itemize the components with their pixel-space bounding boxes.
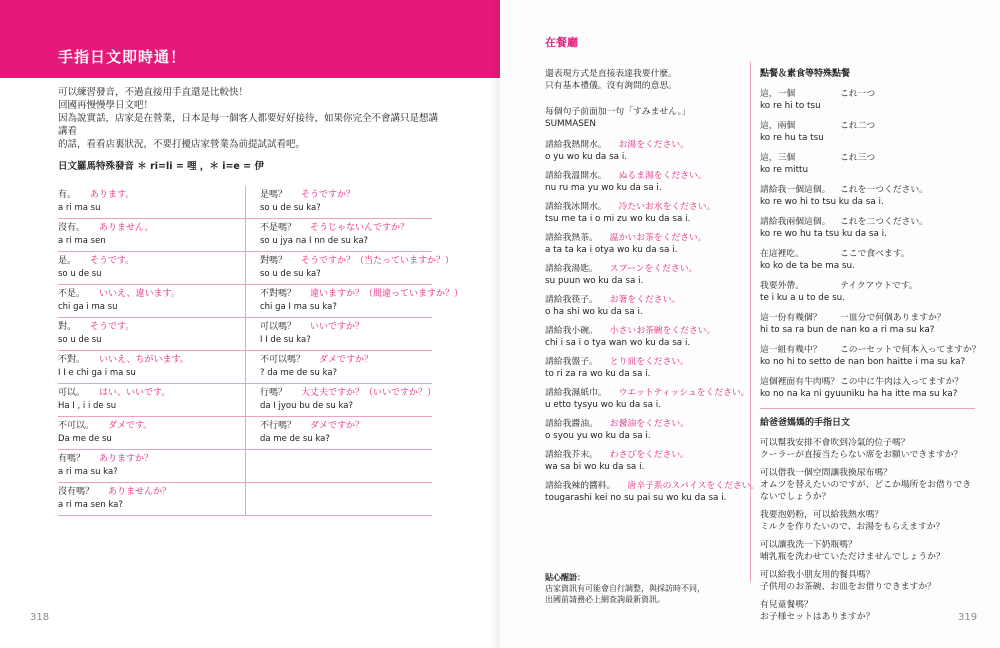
order-chinese: 這，兩個 bbox=[760, 121, 796, 131]
phrase-japanese: 違いますか？（間違っていますか？） bbox=[310, 289, 464, 299]
phrase-row bbox=[58, 285, 464, 318]
romaji-rule: 日文羅馬特殊發音 ＊ ri=li = 哩 ，＊ i=e = 伊 bbox=[58, 161, 264, 172]
page-title: 手指日文即時通！ bbox=[58, 48, 187, 66]
phrase-chinese: 不對嗎？ bbox=[260, 289, 297, 299]
request-chinese: 請給我熱茶。 bbox=[545, 233, 598, 243]
phrase-japanese: あります。 bbox=[90, 190, 135, 200]
order-romaji: ko no na ka ni gyuuniku ha ha itte ma su ka? bbox=[760, 389, 958, 399]
order-item bbox=[760, 312, 975, 336]
parent-phrase-japanese: オムツを替えたいのですが、どこか場所をお借りできないでしょうか？ bbox=[760, 480, 972, 502]
request-romaji: wa sa bi wo ku da sa i. bbox=[545, 462, 645, 472]
phrase-chinese: 沒有。 bbox=[58, 223, 86, 233]
phrase-chinese: 有嗎？ bbox=[58, 454, 86, 464]
request-chinese: 請給我筷子。 bbox=[545, 295, 598, 305]
order-line bbox=[760, 312, 975, 324]
phrase-chinese: 不可以嗎？ bbox=[260, 355, 306, 365]
phrase-japanese: そうですか？（当たっていますか？） bbox=[301, 256, 455, 266]
request-item bbox=[545, 170, 745, 194]
phrase-japanese: ありませんか？ bbox=[108, 487, 172, 497]
request-chinese: 請給我盤子。 bbox=[545, 357, 598, 367]
request-romaji: u etto tysyu wo ku da sa i. bbox=[545, 400, 662, 410]
phrase-japanese: いいえ、ちがいます。 bbox=[99, 355, 189, 365]
order-line bbox=[760, 344, 981, 356]
order-japanese: これ一つ bbox=[840, 89, 876, 99]
order-item bbox=[760, 280, 975, 304]
request-item bbox=[545, 480, 760, 504]
request-item bbox=[545, 356, 745, 380]
request-japanese: お湯をください。 bbox=[618, 140, 689, 150]
request-item bbox=[545, 232, 745, 256]
order-chinese: 這一份有幾個？ bbox=[760, 313, 822, 323]
order-chinese: 請給我一個這個。 bbox=[760, 185, 831, 195]
request-romaji: to ri za ra wo ku da sa i. bbox=[545, 369, 651, 379]
order-item bbox=[760, 344, 981, 368]
order-line bbox=[760, 184, 975, 196]
phrase-japanese: そうです。 bbox=[90, 322, 135, 332]
phrase-line bbox=[58, 255, 245, 268]
tip-note-line: 出國前請務必上網查詢最新資訊。 bbox=[545, 595, 665, 604]
order-item bbox=[760, 152, 975, 176]
tip-note-title: 貼心醒語： bbox=[545, 573, 585, 582]
phrase-romaji: so u de su ka? bbox=[260, 203, 321, 213]
request-romaji: tougarashi kei no su pai su wo ku da sa i. bbox=[545, 493, 727, 503]
phrase-line bbox=[58, 189, 245, 202]
order-line bbox=[760, 280, 975, 292]
parent-phrase-chinese: 可以給我小朋友用的餐具嗎？ bbox=[760, 570, 875, 580]
order-chinese: 這，三個 bbox=[760, 153, 796, 163]
page-number-left: 318 bbox=[30, 612, 50, 623]
phrase-japanese: ダメです。 bbox=[108, 421, 153, 431]
phrase-cell bbox=[245, 318, 432, 350]
phrase-romaji: chi ga I ma su ka? bbox=[260, 302, 337, 312]
phrase-cell bbox=[245, 417, 432, 449]
request-line bbox=[545, 294, 745, 306]
parent-phrase-japanese: クーラーが直接当たらない席をお願いできますか？ bbox=[760, 450, 963, 460]
phrase-chinese: 可以嗎？ bbox=[260, 322, 297, 332]
phrase-cell bbox=[245, 252, 455, 284]
phrase-cell bbox=[58, 285, 245, 317]
order-line bbox=[760, 152, 975, 164]
request-line bbox=[545, 263, 745, 275]
order-chinese: 在這裡吃。 bbox=[760, 249, 804, 259]
request-line bbox=[545, 139, 745, 151]
order-japanese: テイクアウトです。 bbox=[840, 281, 918, 291]
order-japanese: これを一つください。 bbox=[840, 185, 928, 195]
phrase-romaji: a ri ma sen ka? bbox=[58, 500, 123, 510]
order-romaji: ko ko de ta be ma su. bbox=[760, 261, 855, 271]
phrase-cell bbox=[58, 219, 245, 251]
phrase-line bbox=[58, 387, 245, 400]
request-romaji: tsu me ta i o mi zu wo ku da sa i. bbox=[545, 214, 691, 224]
parent-phrase-chinese: 可以幫我安排不會吹到冷氣的位子嗎？ bbox=[760, 438, 910, 448]
phrase-japanese: いいえ、違います。 bbox=[99, 289, 180, 299]
tip-note bbox=[545, 572, 745, 605]
request-japanese: お醤油をください。 bbox=[609, 419, 689, 429]
tip-note-line: 店家資訊有可能會自行調整，與採訪時不同， bbox=[545, 584, 705, 593]
phrase-line bbox=[260, 222, 432, 235]
order-line bbox=[760, 376, 975, 388]
phrase-chinese: 不是嗎？ bbox=[260, 223, 297, 233]
title-banner bbox=[0, 0, 500, 78]
phrase-japanese: いいですか？ bbox=[310, 322, 365, 332]
section-title: 在餐廳 bbox=[545, 36, 578, 49]
phrase-chinese: 有。 bbox=[58, 190, 77, 200]
summasen-romaji: SUMMASEN bbox=[545, 119, 596, 129]
phrase-chinese: 不是。 bbox=[58, 289, 86, 299]
phrase-romaji: so u de su bbox=[58, 269, 102, 279]
ordering-column bbox=[760, 68, 981, 629]
intro-line: 回國再慢慢學日文吧！ bbox=[58, 100, 154, 111]
parent-phrase bbox=[760, 437, 975, 461]
ordering-list bbox=[760, 88, 981, 400]
phrase-romaji: so u de su ka? bbox=[260, 269, 321, 279]
order-japanese: ここで食べます。 bbox=[840, 249, 910, 259]
request-item bbox=[545, 139, 745, 163]
request-chinese: 請給我小碗。 bbox=[545, 326, 598, 336]
request-item bbox=[545, 294, 745, 318]
phrase-romaji: so u jya na I nn de su ka? bbox=[260, 236, 369, 246]
phrase-row bbox=[58, 450, 432, 483]
phrase-japanese: はい、いいです。 bbox=[99, 388, 171, 398]
phrase-romaji: I I de su ka? bbox=[260, 335, 311, 345]
phrase-row bbox=[58, 351, 432, 384]
request-japanese: わさびをください。 bbox=[609, 450, 689, 460]
phrase-japanese: そうですか？ bbox=[301, 190, 356, 200]
phrase-romaji: Ha I , i i de su bbox=[58, 401, 117, 411]
phrase-cell bbox=[245, 186, 432, 218]
summasen-line: 每個句子前面加一句「すみません。」 bbox=[545, 107, 691, 117]
request-item bbox=[545, 449, 745, 473]
request-item bbox=[545, 263, 745, 287]
order-romaji: ko re wo hi to tsu ku da sa i. bbox=[760, 197, 884, 207]
order-romaji: ko no hi to setto de nan bon haitte i ma su ka? bbox=[760, 357, 966, 367]
phrase-line bbox=[260, 288, 464, 301]
phrase-cell bbox=[58, 384, 245, 416]
request-chinese: 請給我湯匙。 bbox=[545, 264, 598, 274]
parents-list bbox=[760, 437, 978, 623]
phrase-romaji: da me de su ka? bbox=[260, 434, 330, 444]
parent-phrase bbox=[760, 599, 978, 623]
parent-phrase bbox=[760, 509, 975, 533]
request-line bbox=[545, 418, 745, 430]
phrase-cell bbox=[245, 450, 432, 482]
parent-phrase bbox=[760, 467, 975, 503]
phrase-romaji: so u de su bbox=[58, 335, 102, 345]
page-number-right: 319 bbox=[958, 612, 978, 623]
intro-line: 可以練習發音，不過直接用手直還是比較快！ bbox=[58, 87, 249, 98]
intro-line: 因為說實話，店家是在營業，日本是每一個客人都要好好接待，如果你完全不會講只是想講講看 bbox=[58, 113, 439, 137]
phrase-cell bbox=[58, 417, 245, 449]
order-item bbox=[760, 120, 975, 144]
request-romaji: o ha shi wo ku da sa i. bbox=[545, 307, 643, 317]
phrase-row bbox=[58, 318, 432, 351]
order-item bbox=[760, 88, 975, 112]
summasen-tip bbox=[545, 106, 745, 130]
phrase-row bbox=[58, 219, 432, 252]
phrase-japanese: ありますか？ bbox=[99, 454, 154, 464]
phrase-cell bbox=[58, 318, 245, 350]
phrase-cell bbox=[58, 186, 245, 218]
order-line bbox=[760, 88, 975, 100]
phrase-japanese: ダメですか？ bbox=[310, 421, 365, 431]
phrase-romaji: a ri ma sen bbox=[58, 236, 106, 246]
right-intro bbox=[545, 68, 745, 92]
phrase-line bbox=[58, 453, 245, 466]
phrase-line bbox=[260, 189, 432, 202]
phrase-line bbox=[260, 420, 432, 433]
request-romaji: a ta ta ka i otya wo ku da sa i. bbox=[545, 245, 678, 255]
order-item bbox=[760, 248, 975, 272]
request-item bbox=[545, 201, 745, 225]
order-japanese: これ三つ bbox=[840, 153, 876, 163]
request-romaji: nu ru ma yu wo ku da sa i. bbox=[545, 183, 662, 193]
parent-phrase-japanese: 子供用のお茶碗、お皿をお借りできますか？ bbox=[760, 582, 936, 592]
phrase-romaji: da I jyou bu de su ka? bbox=[260, 401, 354, 411]
parent-phrase-chinese: 可以借我一個空間讓我換尿布嗎？ bbox=[760, 468, 892, 478]
request-line bbox=[545, 170, 745, 182]
request-list bbox=[545, 139, 760, 504]
phrase-chinese: 是嗎？ bbox=[260, 190, 288, 200]
request-line bbox=[545, 201, 745, 213]
request-japanese: 温かいお茶をください。 bbox=[609, 233, 707, 243]
request-chinese: 請給我芥末。 bbox=[545, 450, 598, 460]
phrase-japanese: ありません。 bbox=[99, 223, 154, 233]
phrase-romaji: Da me de su bbox=[58, 434, 112, 444]
phrase-chinese: 沒有嗎？ bbox=[58, 487, 95, 497]
phrase-cell bbox=[245, 351, 432, 383]
phrase-line bbox=[260, 255, 455, 268]
restaurant-column bbox=[545, 68, 760, 511]
phrase-grid bbox=[58, 186, 464, 516]
request-japanese: ぬるま湯をください。 bbox=[618, 171, 707, 181]
phrase-chinese: 是。 bbox=[58, 256, 77, 266]
phrase-cell bbox=[245, 384, 437, 416]
phrase-romaji: ? da me de su ka? bbox=[260, 368, 338, 378]
order-romaji: te i ku a u to de su. bbox=[760, 293, 846, 303]
order-japanese: これを二つください。 bbox=[840, 217, 928, 227]
request-chinese: 請給我熱開水。 bbox=[545, 140, 607, 150]
phrase-romaji: chi ga i ma su bbox=[58, 302, 118, 312]
request-japanese: ウエットティッシュをください。 bbox=[618, 388, 750, 398]
request-item bbox=[545, 418, 745, 442]
request-chinese: 請給我辣的醬料。 bbox=[545, 481, 616, 491]
phrase-line bbox=[58, 222, 245, 235]
phrase-cell bbox=[58, 483, 245, 515]
order-romaji: hi to sa ra bun de nan ko a ri ma su ka? bbox=[760, 325, 935, 335]
phrase-cell bbox=[58, 450, 245, 482]
phrase-row bbox=[58, 186, 432, 219]
phrase-line bbox=[58, 486, 245, 499]
phrase-chinese: 對嗎？ bbox=[260, 256, 288, 266]
parent-phrase-chinese: 有兒童餐嗎？ bbox=[760, 600, 813, 610]
request-line bbox=[545, 232, 745, 244]
phrase-chinese: 可以。 bbox=[58, 388, 86, 398]
parents-title: 給爸爸媽媽的手指日文 bbox=[760, 418, 851, 428]
phrase-line bbox=[58, 354, 245, 367]
parent-phrase-chinese: 我要泡奶粉，可以給我熱水嗎？ bbox=[760, 510, 884, 520]
order-line bbox=[760, 248, 975, 260]
phrase-cell bbox=[58, 252, 245, 284]
phrase-row bbox=[58, 252, 455, 285]
request-romaji: o syou yu wo ku da sa i. bbox=[545, 431, 651, 441]
phrase-romaji: a ri ma su ka? bbox=[58, 467, 118, 477]
phrase-line bbox=[58, 420, 245, 433]
request-line bbox=[545, 480, 760, 492]
ordering-title: 點餐＆素食等特殊點餐 bbox=[760, 69, 851, 79]
intro-text bbox=[58, 86, 438, 151]
phrase-chinese: 不行嗎？ bbox=[260, 421, 297, 431]
phrase-japanese: 大丈夫ですか？（いいですか？） bbox=[301, 388, 437, 398]
order-japanese: この中に牛肉は入ってますか？ bbox=[840, 377, 964, 387]
phrase-cell bbox=[245, 483, 432, 515]
request-japanese: 唐辛子系のスパイスをください。 bbox=[627, 481, 760, 491]
request-line bbox=[545, 325, 745, 337]
order-japanese: このーセットで何本入ってますか？ bbox=[840, 345, 981, 355]
phrase-line bbox=[58, 288, 245, 301]
phrase-cell bbox=[58, 351, 245, 383]
phrase-line bbox=[58, 321, 245, 334]
intro-line: 的話，看看店裏狀況，不要打擾店家營業為前提試試看吧。 bbox=[58, 139, 306, 150]
order-item bbox=[760, 184, 975, 208]
request-chinese: 請給我濕紙巾。 bbox=[545, 388, 607, 398]
request-line bbox=[545, 387, 750, 399]
request-japanese: 冷たいお水をください。 bbox=[618, 202, 716, 212]
order-line bbox=[760, 120, 975, 132]
order-item bbox=[760, 216, 975, 240]
phrase-line bbox=[260, 453, 432, 466]
request-japanese: とり皿をください。 bbox=[609, 357, 689, 367]
phrase-japanese: そうじゃないんですか？ bbox=[310, 223, 410, 233]
request-romaji: o yu wo ku da sa i. bbox=[545, 152, 628, 162]
request-romaji: su puun wo ku da sa i. bbox=[545, 276, 644, 286]
phrase-chinese: 對。 bbox=[58, 322, 77, 332]
phrase-line bbox=[260, 486, 432, 499]
order-chinese: 我要外帶。 bbox=[760, 281, 804, 291]
order-romaji: ko re mittu bbox=[760, 165, 809, 175]
request-line bbox=[545, 356, 745, 368]
request-item bbox=[545, 325, 745, 349]
phrase-line bbox=[260, 321, 432, 334]
request-japanese: スプーンをください。 bbox=[609, 264, 698, 274]
order-line bbox=[760, 216, 975, 228]
order-item bbox=[760, 376, 975, 400]
order-japanese: 一皿分で何個ありますか？ bbox=[840, 313, 946, 323]
parent-phrase bbox=[760, 569, 975, 593]
order-romaji: ko re hu ta tsu bbox=[760, 133, 824, 143]
phrase-row bbox=[58, 483, 432, 516]
request-item bbox=[545, 387, 750, 411]
request-chinese: 請給我冰開水。 bbox=[545, 202, 607, 212]
right-intro-line: 還表現方式是直接表達我要什麼。 bbox=[545, 69, 677, 79]
order-chinese: 這個裡面有牛肉嗎？ bbox=[760, 377, 840, 387]
order-chinese: 請給我兩個這個。 bbox=[760, 217, 831, 227]
column-divider bbox=[750, 62, 751, 582]
parent-phrase-chinese: 可以讓我洗一下奶瓶嗎？ bbox=[760, 540, 857, 550]
request-japanese: お箸をください。 bbox=[609, 295, 681, 305]
phrase-romaji: I I e chi ga i ma su bbox=[58, 368, 136, 378]
request-japanese: 小さいお茶碗をください。 bbox=[609, 326, 716, 336]
phrase-chinese: 不對。 bbox=[58, 355, 86, 365]
phrase-japanese: そうです。 bbox=[90, 256, 135, 266]
parent-phrase-japanese: 哺乳瓶を洗わせていただけませんでしょうか？ bbox=[760, 552, 945, 562]
request-chinese: 請給我醬油。 bbox=[545, 419, 598, 429]
phrase-line bbox=[260, 354, 432, 367]
parent-phrase bbox=[760, 539, 975, 563]
phrase-row bbox=[58, 384, 437, 417]
request-chinese: 請給我溫開水。 bbox=[545, 171, 607, 181]
parent-phrase-japanese: ミルクを作りたいので、お湯をもらえますか？ bbox=[760, 522, 945, 532]
phrase-chinese: 行嗎？ bbox=[260, 388, 288, 398]
section-separator bbox=[760, 408, 975, 409]
phrase-romaji: a ri ma su bbox=[58, 203, 101, 213]
order-chinese: 這一組有幾中？ bbox=[760, 345, 822, 355]
phrase-chinese: 不可以。 bbox=[58, 421, 95, 431]
parent-phrase-japanese: お子様セットはありますか？ bbox=[760, 612, 875, 622]
order-japanese: これ二つ bbox=[840, 121, 876, 131]
phrase-cell bbox=[245, 219, 432, 251]
phrase-line bbox=[260, 387, 437, 400]
order-chinese: 這，一個 bbox=[760, 89, 796, 99]
request-romaji: chi i sa i o tya wan wo ku da sa i. bbox=[545, 338, 691, 348]
right-intro-line: 只有基本禮儀。沒有詢問的意思。 bbox=[545, 81, 677, 91]
phrase-row bbox=[58, 417, 432, 450]
phrase-japanese: ダメですか？ bbox=[319, 355, 374, 365]
phrase-cell bbox=[245, 285, 464, 317]
request-line bbox=[545, 449, 745, 461]
order-romaji: ko re hi to tsu bbox=[760, 101, 821, 111]
order-romaji: ko re wo hu ta tsu ku da sa i. bbox=[760, 229, 887, 239]
